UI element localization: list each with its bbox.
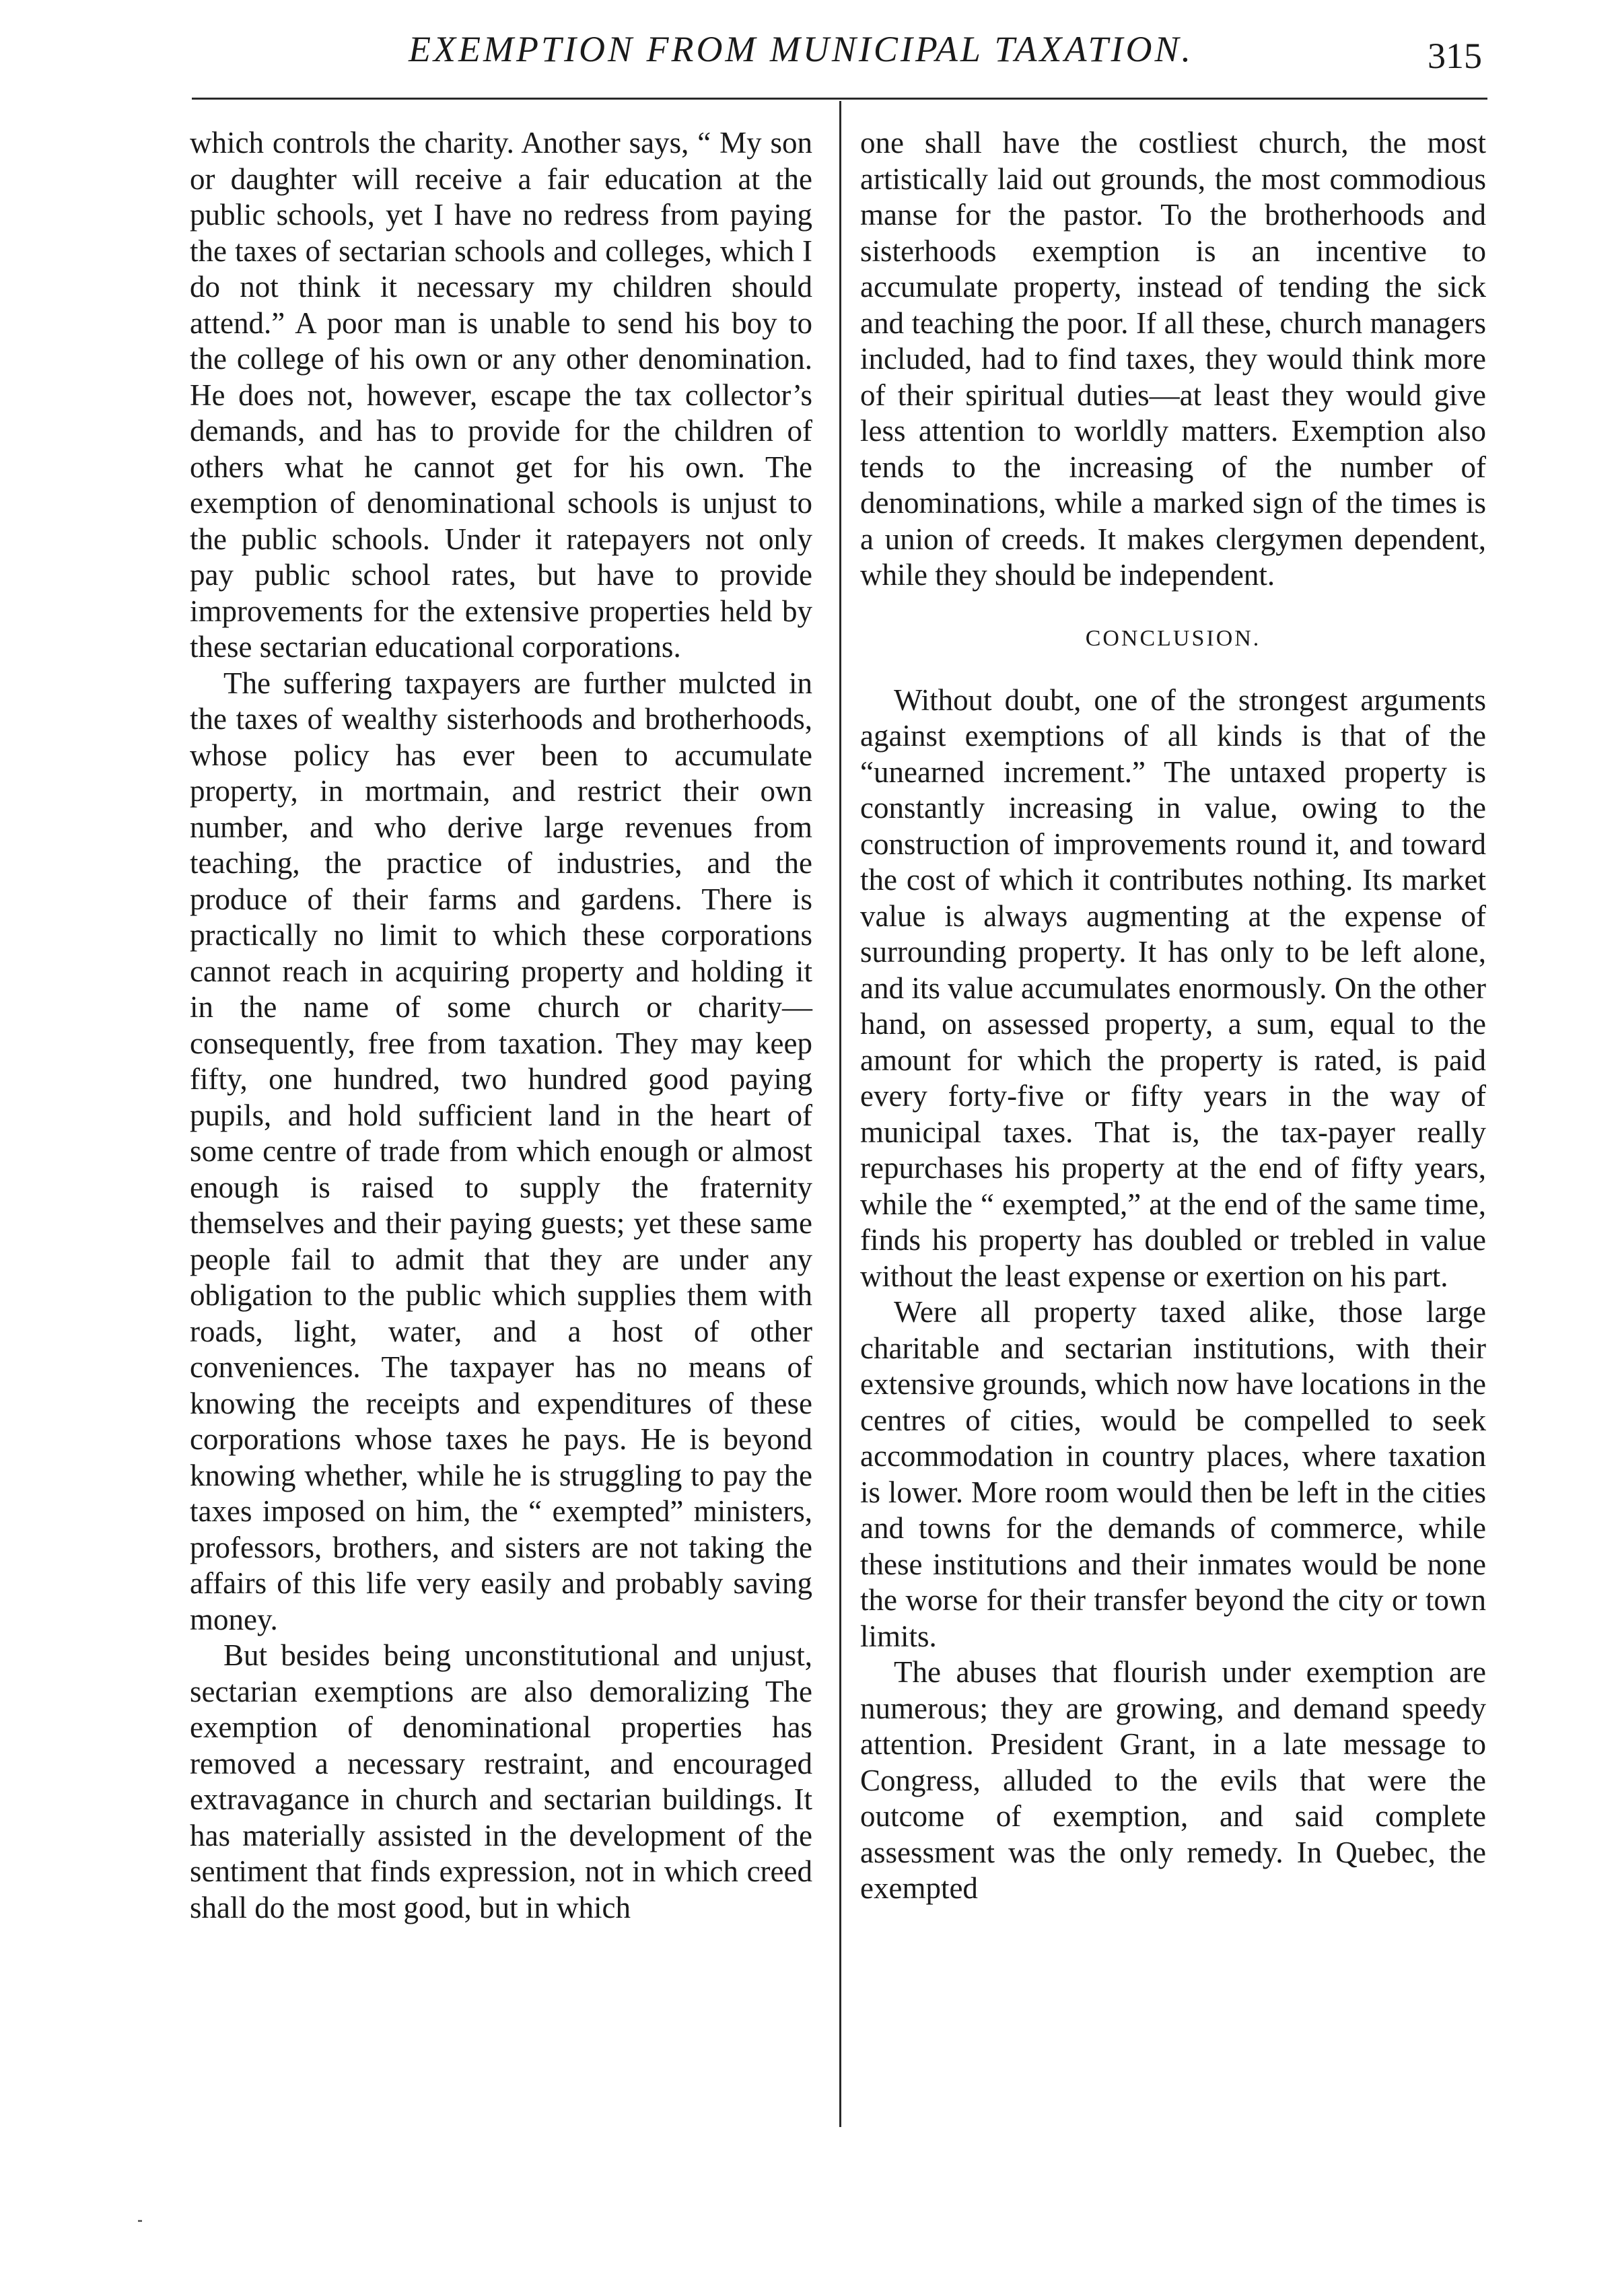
paragraph-property-taxed-alike: Were all property taxed alike, those large charitable and sectarian institutions, with their extensive grounds, which now have locations in the centres of cities, would be compelled to seek accommodation in country places, where taxation is lower. More room would then be left in the cities and towns for the demands of commerce, while these institutions and their inmates would be none the worse for their transfer beyond the city or town limits. [860, 1295, 1486, 1653]
page-number: 315 [1428, 36, 1482, 76]
right-column [860, 125, 1486, 1907]
running-title: EXEMPTION FROM MUNICIPAL TAXATION. [409, 29, 1193, 69]
paragraph-continued: which controls the charity. Another says, “ My son or daughter will receive a fair education at the public schools, yet I have no redress from paying the taxes of sectarian schools and colleges, which I do not think it necessary my children should attend.” A poor man is unable to send his boy to the college of his own or any other denomination. He does not, however, escape the tax collector’s demands, and has to provide for the children of others what he cannot get for his own. The exemption of denominational schools is unjust to the public schools. Under it ratepayers not only pay public school rates, but have to provide improvements for the extensive properties held by these sectarian educational corporations. [190, 126, 812, 664]
paragraph-demoralizing: But besides being unconstitutional and unjust, sectarian exemptions are also demoralizing The exemption of denominational properties has removed a necessary restraint, and encouraged extravagance in church and sectarian buildings. It has materially assisted in the development of the sentiment that finds expression, not in which creed shall do the most good, but in which [190, 1638, 812, 1924]
column-divider [839, 101, 841, 2127]
paragraph-costliest-church: one shall have the costliest church, the most artistically laid out grounds, the most commodious manse for the pastor. To the brotherhoods and sisterhoods exemption is an incentive to accumulate property, instead of tending the sick and teaching the poor. If all these, church managers included, had to find taxes, they would think more of their spiritual duties—at least they would give less attention to worldly matters. Exemption also tends to the increasing of the number of denominations, while a marked sign of the times is a union of creeds. It makes clergymen dependent, while they should be independent. [860, 126, 1486, 592]
paragraph-abuses: The abuses that flourish under exemption are numerous; they are growing, and demand speedy attention. President Grant, in a late message to Congress, alluded to the evils that were the outcome of exemption, and said complete assessment was the only remedy. In Quebec, the exempted [860, 1655, 1486, 1905]
left-column [190, 125, 812, 1926]
header-rule [192, 98, 1487, 100]
paragraph-taxpayers: The suffering taxpayers are further mulcted in the taxes of wealthy sisterhoods and brotherhoods, whose policy has ever been to accumulate property, in mortmain, and restrict their own number, and who derive large revenues from teaching, the practice of industries, and the produce of their farms and gardens. There is practically no limit to which these corporations cannot reach in acquiring property and holding it in the name of some church or charity—consequently, free from taxation. They may keep fifty, one hundred, two hundred good paying pupils, and hold sufficient land in the heart of some centre of trade from which enough or almost enough is raised to supply the fraternity themselves and their paying guests; yet these same people fail to admit that they are under any obligation to the public which supplies them with roads, light, water, and a host of other conveniences. The taxpayer has no means of knowing the receipts and expenditures of these corporations whose taxes he pays. He is beyond knowing whether, while he is struggling to pay the taxes imposed on him, the “ exempted” ministers, professors, brothers, and sisters are not taking the affairs of this life very easily and probably saving money. [190, 666, 812, 1636]
print-speck [138, 2220, 142, 2222]
section-heading-conclusion: CONCLUSION. [1085, 625, 1261, 651]
paragraph-unearned-increment: Without doubt, one of the strongest arguments against exemptions of all kinds is that of the “unearned increment.” The untaxed property is constantly increasing in value, owing to the construction of improvements round it, and toward the cost of which it contributes nothing. Its market value is always augmenting at the expense of surrounding property. It has only to be left alone, and its value accumulates enormously. On the other hand, on assessed property, a sum, equal to the amount for which the property is rated, is paid every forty-five or fifty years in the way of municipal taxes. That is, the tax-payer really repurchases his property at the end of fifty years, while the “ exempted,” at the end of the same time, finds his property has doubled or trebled in value without the least expense or exertion on his part. [860, 683, 1486, 1293]
